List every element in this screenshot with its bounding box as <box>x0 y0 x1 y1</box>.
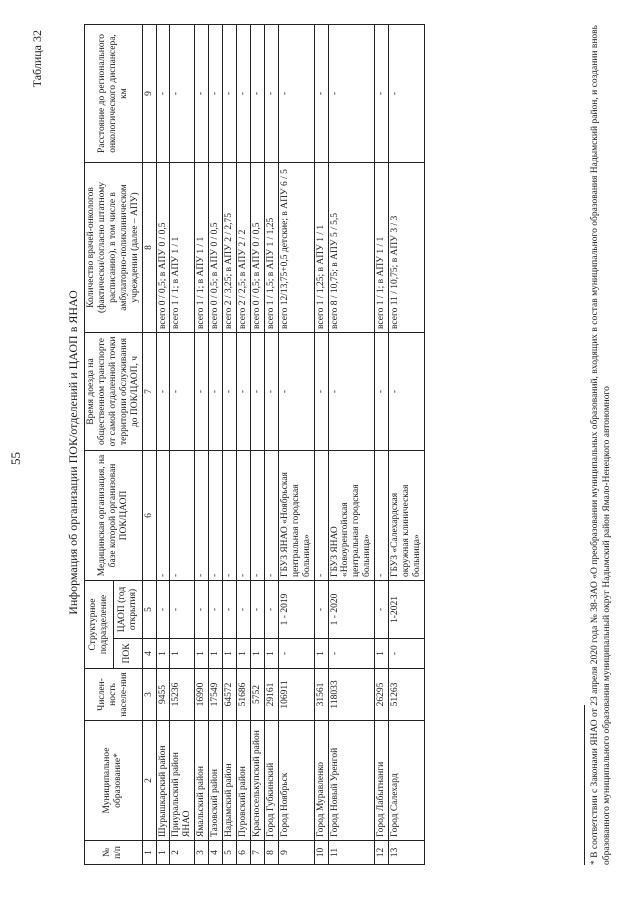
header-medical-org: Медицинская организация, на базе которой организован ПОК/ЦАОП <box>85 451 143 581</box>
table-row <box>209 25 223 865</box>
pok-count-cell: - <box>328 639 375 669</box>
caop-year-cell: - <box>375 581 389 639</box>
row-number-cell: 1 <box>156 841 170 865</box>
row-number-cell: 7 <box>250 841 264 865</box>
header-travel-time: Время доезда на общественном транспорте от самой отдаленной точки территории обслуживания до ПОК/ЦАОП, ч <box>85 333 143 451</box>
caop-year-cell: 1-2021 <box>389 581 425 639</box>
pok-count-cell: 1 <box>314 639 328 669</box>
table-row <box>328 25 375 865</box>
table-row <box>375 25 389 865</box>
medical-org-cell: - <box>223 451 237 581</box>
col-number: 9 <box>142 25 156 163</box>
distance-cell: - <box>314 25 328 163</box>
travel-time-cell: - <box>264 333 278 451</box>
population-cell: 51686 <box>237 669 251 721</box>
municipality-cell: Город Лабытнанги <box>375 721 389 841</box>
pok-count-cell: - <box>278 639 314 669</box>
pok-count-cell: 1 <box>156 639 170 669</box>
row-number-cell: 10 <box>314 841 328 865</box>
medical-org-cell: - <box>264 451 278 581</box>
header-oncologists: Количество врачей-онкологов (фактически/согласно штатному расписанию), в том числе в амбулаторно-поликлиническом учреждении (далее – АПУ) <box>85 163 143 333</box>
table-body <box>156 25 424 865</box>
table-row <box>156 25 170 865</box>
oncologists-cell: всего 12/13,75+0,5 детские; в АПУ 6 / 5 <box>278 163 314 333</box>
pok-count-cell: 1 <box>170 639 195 669</box>
caop-year-cell: - <box>223 581 237 639</box>
population-cell: 9455 <box>156 669 170 721</box>
municipality-cell: Пуровский район <box>237 721 251 841</box>
header-caop: ЦАОП (год открытия) <box>113 581 142 639</box>
medical-org-cell: - <box>156 451 170 581</box>
pok-count-cell: 1 <box>195 639 209 669</box>
header-population: Числен-ность населе-ния <box>85 669 143 721</box>
caop-year-cell: 1 - 2019 <box>278 581 314 639</box>
population-cell: 118033 <box>328 669 375 721</box>
col-number: 5 <box>142 581 156 639</box>
header-pok: ПОК <box>113 639 142 669</box>
distance-cell: - <box>195 25 209 163</box>
distance-cell: - <box>223 25 237 163</box>
municipality-cell: Приуральский район ЯНАО <box>170 721 195 841</box>
population-cell: 16990 <box>195 669 209 721</box>
row-number-cell: 11 <box>328 841 375 865</box>
medical-org-cell: ГБУЗ «Салехардская окружная клиническая больница» <box>389 451 425 581</box>
header-municipality: Муниципальное образование* <box>85 721 143 841</box>
row-number-cell: 12 <box>375 841 389 865</box>
oncologists-cell: всего 11 / 10,75; в АПУ 3 / 3 <box>389 163 425 333</box>
pok-count-cell: - <box>389 639 425 669</box>
row-number-cell: 6 <box>237 841 251 865</box>
travel-time-cell: - <box>195 333 209 451</box>
distance-cell: - <box>237 25 251 163</box>
col-number: 7 <box>142 333 156 451</box>
table-row <box>237 25 251 865</box>
population-cell: 5752 <box>250 669 264 721</box>
oncologists-cell: всего 2 / 3,25; в АПУ 2 / 2,75 <box>223 163 237 333</box>
header-row <box>85 25 114 865</box>
travel-time-cell: - <box>250 333 264 451</box>
table-title: Информация об организации ПОК/отделений и ЦАОП в ЯНАО <box>66 290 80 615</box>
table-row <box>278 25 314 865</box>
pok-count-cell: 1 <box>264 639 278 669</box>
footnote-divider <box>584 705 585 865</box>
caop-year-cell: - <box>195 581 209 639</box>
oncologists-cell: всего 8 / 10,75; в АПУ 5 / 5,5 <box>328 163 375 333</box>
oncologists-cell: всего 1 / 1; в АПУ 1 / 1 <box>170 163 195 333</box>
oncologists-cell: всего 2 / 2,5; в АПУ 2 / 2 <box>237 163 251 333</box>
travel-time-cell: - <box>237 333 251 451</box>
distance-cell: - <box>328 25 375 163</box>
population-cell: 106911 <box>278 669 314 721</box>
medical-org-cell: - <box>375 451 389 581</box>
row-number-cell: 3 <box>195 841 209 865</box>
row-number-cell: 2 <box>170 841 195 865</box>
population-cell: 17549 <box>209 669 223 721</box>
medical-org-cell: ГБУЗ ЯНАО «Новоуренгойская центральная городская больница» <box>328 451 375 581</box>
population-cell: 64572 <box>223 669 237 721</box>
table-row <box>389 25 425 865</box>
population-cell: 26295 <box>375 669 389 721</box>
table-row <box>314 25 328 865</box>
distance-cell: - <box>389 25 425 163</box>
municipality-cell: Город Муравленко <box>314 721 328 841</box>
municipality-cell: Красноселькупский район <box>250 721 264 841</box>
row-number-cell: 13 <box>389 841 425 865</box>
oncologists-cell: всего 0 / 0,5; в АПУ 0 / 0,5 <box>156 163 170 333</box>
distance-cell: - <box>209 25 223 163</box>
table-row <box>195 25 209 865</box>
municipality-cell: Шурышкарский район <box>156 721 170 841</box>
pok-count-cell: 1 <box>375 639 389 669</box>
row-number-cell: 5 <box>223 841 237 865</box>
distance-cell: - <box>375 25 389 163</box>
row-number-cell: 8 <box>264 841 278 865</box>
travel-time-cell: - <box>278 333 314 451</box>
population-cell: 31561 <box>314 669 328 721</box>
distance-cell: - <box>250 25 264 163</box>
pok-count-cell: 1 <box>209 639 223 669</box>
col-number: 3 <box>142 669 156 721</box>
header-distance: Расстояние до регионального онкологического диспансера, км <box>85 25 143 163</box>
municipality-cell: Город Губкинский <box>264 721 278 841</box>
table-row <box>223 25 237 865</box>
distance-cell: - <box>278 25 314 163</box>
travel-time-cell: - <box>375 333 389 451</box>
travel-time-cell: - <box>328 333 375 451</box>
medical-org-cell: - <box>209 451 223 581</box>
population-cell: 51263 <box>389 669 425 721</box>
municipality-cell: Тазовский район <box>209 721 223 841</box>
medical-org-cell: ГБУЗ ЯНАО «Ноябрьская центральная городская больница» <box>278 451 314 581</box>
col-number: 8 <box>142 163 156 333</box>
oncologists-cell: всего 0 / 0,5; в АПУ 0 / 0,5 <box>209 163 223 333</box>
caop-year-cell: - <box>250 581 264 639</box>
table-row <box>264 25 278 865</box>
table-row <box>250 25 264 865</box>
caop-year-cell: - <box>264 581 278 639</box>
medical-org-cell: - <box>170 451 195 581</box>
page-number: 55 <box>8 452 23 465</box>
oncologists-cell: всего 1 / 1; в АПУ 1 / 1 <box>375 163 389 333</box>
col-number: 2 <box>142 721 156 841</box>
header-num: № п/п <box>85 841 143 865</box>
travel-time-cell: - <box>223 333 237 451</box>
oncologists-cell: всего 1 / 1,25; в АПУ 1 / 1 <box>314 163 328 333</box>
municipality-cell: Город Ноябрьск <box>278 721 314 841</box>
row-number-cell: 4 <box>209 841 223 865</box>
col-number: 4 <box>142 639 156 669</box>
header-structural-unit: Структурное подразделение <box>85 581 114 669</box>
population-cell: 29161 <box>264 669 278 721</box>
table-row <box>170 25 195 865</box>
municipality-cell: Надымский район <box>223 721 237 841</box>
medical-org-cell: - <box>237 451 251 581</box>
caop-year-cell: - <box>170 581 195 639</box>
municipality-cell: Город Новый Уренгой <box>328 721 375 841</box>
pok-count-cell: 1 <box>223 639 237 669</box>
distance-cell: - <box>170 25 195 163</box>
medical-org-cell: - <box>314 451 328 581</box>
oncology-table <box>84 24 425 865</box>
municipality-cell: Город Салехард <box>389 721 425 841</box>
caop-year-cell: - <box>209 581 223 639</box>
col-number: 6 <box>142 451 156 581</box>
row-number-cell: 9 <box>278 841 314 865</box>
medical-org-cell: - <box>250 451 264 581</box>
distance-cell: - <box>264 25 278 163</box>
population-cell: 15236 <box>170 669 195 721</box>
pok-count-cell: 1 <box>250 639 264 669</box>
travel-time-cell: - <box>170 333 195 451</box>
caop-year-cell: - <box>156 581 170 639</box>
travel-time-cell: - <box>389 333 425 451</box>
caop-year-cell: - <box>314 581 328 639</box>
oncologists-cell: всего 1 / 1; в АПУ 1 / 1 <box>195 163 209 333</box>
table-label: Таблица 32 <box>30 30 44 88</box>
footnote: * В соответствии с Законами ЯНАО от 23 апреля 2020 года № 38-ЗАО «О преобразовании муниципальных образований, входящих в состав муниципального образования Надымский район, и создании вновь образованного муниципального образования муниципальный округ Надымский район Ямало-Ненецкого автономного <box>590 25 612 865</box>
distance-cell: - <box>156 25 170 163</box>
col-number: 1 <box>142 841 156 865</box>
pok-count-cell: 1 <box>237 639 251 669</box>
travel-time-cell: - <box>156 333 170 451</box>
oncologists-cell: всего 0 / 0,5; в АПУ 0 / 0,5 <box>250 163 264 333</box>
travel-time-cell: - <box>209 333 223 451</box>
municipality-cell: Ямальский район <box>195 721 209 841</box>
caop-year-cell: - <box>237 581 251 639</box>
medical-org-cell: - <box>195 451 209 581</box>
column-number-row <box>142 25 156 865</box>
travel-time-cell: - <box>314 333 328 451</box>
caop-year-cell: 1 - 2020 <box>328 581 375 639</box>
oncologists-cell: всего 1 / 1,5; в АПУ 1 / 1,25 <box>264 163 278 333</box>
